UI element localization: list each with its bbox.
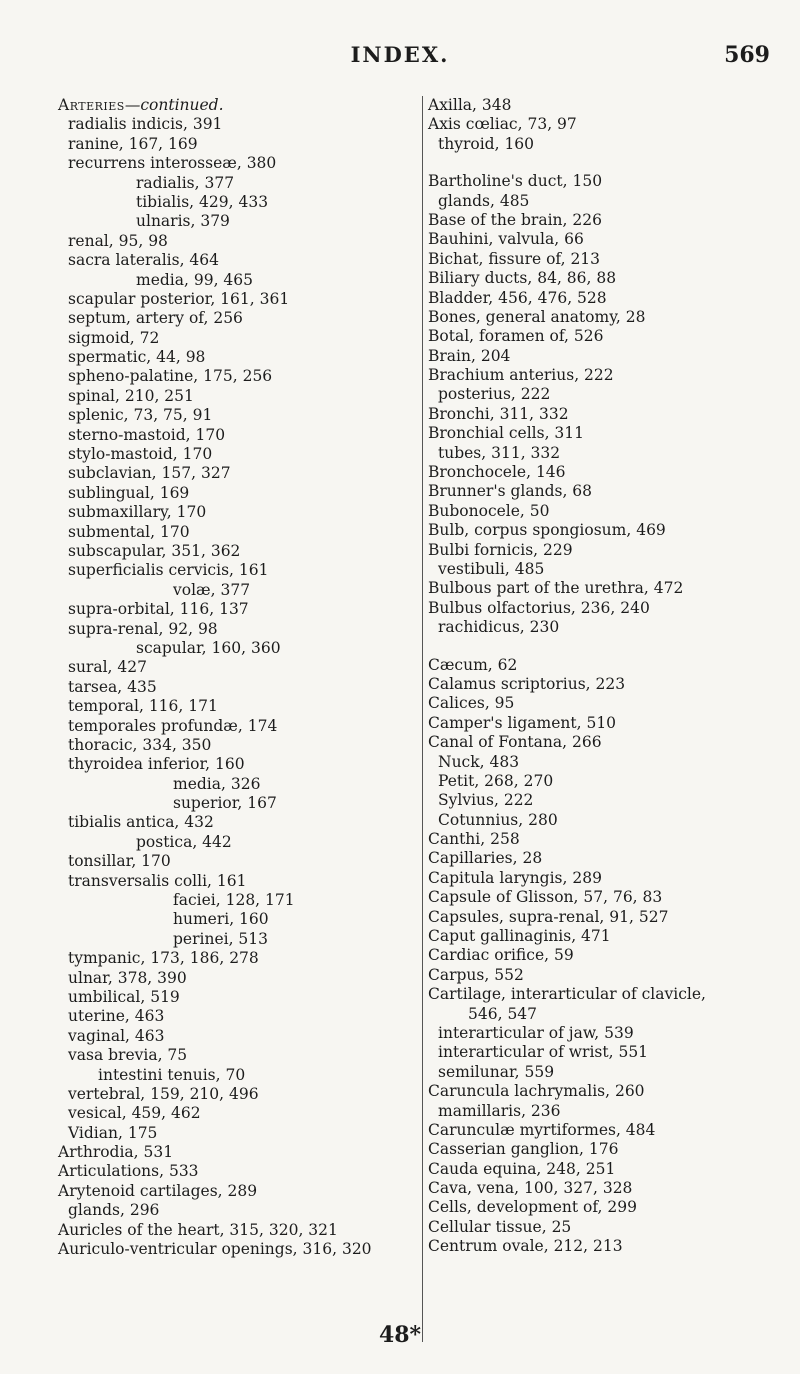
index-entry: vesical, 459, 462 — [68, 1104, 201, 1123]
signature-mark: 48* — [378, 1322, 422, 1348]
index-entry: spinal, 210, 251 — [68, 386, 194, 405]
page-header — [0, 42, 800, 72]
index-entry: Cardiac orifice, 59 — [428, 946, 574, 965]
index-entry: thoracic, 334, 350 — [68, 735, 212, 754]
index-entry: Brunner's glands, 68 — [428, 482, 593, 501]
index-entry: Bladder, 456, 476, 528 — [428, 288, 607, 307]
index-entry: volæ, 377 — [173, 580, 251, 599]
index-entry: stylo-mastoid, 170 — [68, 445, 213, 464]
page-number: 569 — [724, 42, 770, 68]
index-entry: Bulbi fornicis, 229 — [428, 540, 573, 559]
index-entry: ranine, 167, 169 — [68, 134, 198, 153]
index-entry: sigmoid, 72 — [68, 328, 160, 347]
index-entry: vaginal, 463 — [68, 1026, 165, 1045]
index-entry: Cotunnius, 280 — [438, 810, 558, 829]
column-divider — [422, 96, 423, 1342]
index-entry: radialis, 377 — [136, 173, 235, 192]
index-entry: Calamus scriptorius, 223 — [428, 674, 626, 693]
index-entry: Biliary ducts, 84, 86, 88 — [428, 269, 617, 288]
index-entry: subscapular, 351, 362 — [68, 541, 241, 560]
index-entry: intestini tenuis, 70 — [98, 1065, 246, 1084]
section-gap — [428, 154, 778, 172]
index-entry: faciei, 128, 171 — [173, 891, 295, 910]
index-entry: supra-renal, 92, 98 — [68, 619, 218, 638]
index-entry: tonsillar, 170 — [68, 852, 171, 871]
index-entry: spermatic, 44, 98 — [68, 348, 206, 367]
index-entry: sterno-mastoid, 170 — [68, 425, 226, 444]
index-entry: glands, 296 — [68, 1201, 160, 1220]
index-entry: ulnar, 378, 390 — [68, 968, 187, 987]
index-entry: Articulations, 533 — [58, 1162, 199, 1181]
index-entry: interarticular of wrist, 551 — [438, 1043, 649, 1062]
index-entry: renal, 95, 98 — [68, 231, 168, 250]
index-entry: Cells, development of, 299 — [428, 1198, 637, 1217]
index-entry: uterine, 463 — [68, 1007, 165, 1026]
index-column-right — [428, 96, 778, 1257]
index-entry: tibialis, 429, 433 — [136, 192, 269, 211]
index-entry: subclavian, 157, 327 — [68, 464, 231, 483]
index-entry: Carunculæ myrtiformes, 484 — [428, 1120, 656, 1139]
index-entry: sublingual, 169 — [68, 483, 190, 502]
index-entry: Bones, general anatomy, 28 — [428, 307, 646, 326]
index-entry: umbilical, 519 — [68, 987, 180, 1006]
index-entry: media, 326 — [173, 774, 261, 793]
index-entry: Casserian ganglion, 176 — [428, 1140, 619, 1159]
index-entry: tubes, 311, 332 — [438, 443, 561, 462]
index-entry: mamillaris, 236 — [438, 1101, 561, 1120]
index-entry: Centrum ovale, 212, 213 — [428, 1237, 623, 1256]
index-entry: scapular posterior, 161, 361 — [68, 289, 290, 308]
index-entry: Sylvius, 222 — [438, 791, 534, 810]
index-entry: submental, 170 — [68, 522, 190, 541]
index-entry: tibialis antica, 432 — [68, 813, 214, 832]
index-entry: thyroidea inferior, 160 — [68, 755, 245, 774]
index-entry: sural, 427 — [68, 658, 147, 677]
index-entry: perinei, 513 — [173, 929, 269, 948]
index-entry: vestibuli, 485 — [438, 559, 545, 578]
heading-continued: —continued. — [124, 96, 224, 114]
index-entry: Bulb, corpus spongiosum, 469 — [428, 521, 666, 540]
index-entry: spheno-palatine, 175, 256 — [68, 367, 273, 386]
index-entry: Cæcum, 62 — [428, 655, 518, 674]
index-entry: Capillaries, 28 — [428, 849, 543, 868]
index-entry: Bubonocele, 50 — [428, 501, 550, 520]
index-entry: Capsules, supra-renal, 91, 527 — [428, 907, 669, 926]
index-entry: 546, 547 — [468, 1004, 538, 1023]
index-entry: Bulbous part of the urethra, 472 — [428, 579, 684, 598]
index-entry: Axilla, 348 — [428, 96, 512, 114]
index-entry: Bulbus olfactorius, 236, 240 — [428, 598, 650, 617]
index-entry: Brachium anterius, 222 — [428, 366, 614, 385]
index-entry: Capsule of Glisson, 57, 76, 83 — [428, 888, 663, 907]
index-entry: submaxillary, 170 — [68, 503, 207, 522]
index-entry: thyroid, 160 — [438, 134, 535, 153]
index-entry: Carpus, 552 — [428, 965, 524, 984]
index-entry: Calices, 95 — [428, 694, 515, 713]
page-title: INDEX. — [350, 42, 450, 67]
index-entry: Bauhini, valvula, 66 — [428, 230, 584, 249]
index-entry: superficialis cervicis, 161 — [68, 561, 269, 580]
index-entry: semilunar, 559 — [438, 1062, 555, 1081]
index-entry: ulnaris, 379 — [136, 212, 230, 231]
index-entry: Bronchi, 311, 332 — [428, 404, 569, 423]
index-entry: Cava, vena, 100, 327, 328 — [428, 1179, 633, 1198]
index-entry: temporal, 116, 171 — [68, 697, 218, 716]
index-heading — [58, 96, 420, 115]
index-entry: humeri, 160 — [173, 910, 269, 929]
index-entry: Canal of Fontana, 266 — [428, 733, 602, 752]
index-entry: vasa brevia, 75 — [68, 1046, 188, 1065]
index-entry: radialis indicis, 391 — [68, 115, 223, 134]
index-entry: Camper's ligament, 510 — [428, 713, 617, 732]
index-entry: Base of the brain, 226 — [428, 210, 602, 229]
index-entry: Cauda equina, 248, 251 — [428, 1159, 616, 1178]
index-entry: Cellular tissue, 25 — [428, 1217, 572, 1236]
index-entry: Canthi, 258 — [428, 830, 520, 849]
index-entry: Auriculo-ventricular openings, 316, 320 — [58, 1240, 372, 1259]
index-entry: Botal, foramen of, 526 — [428, 327, 604, 346]
index-entry: transversalis colli, 161 — [68, 871, 247, 890]
index-entry: Caruncula lachrymalis, 260 — [428, 1082, 645, 1101]
index-entry: septum, artery of, 256 — [68, 309, 243, 328]
index-entry: Bichat, fissure of, 213 — [428, 249, 601, 268]
index-entry: rachidicus, 230 — [438, 618, 560, 637]
index-entry: temporales profundæ, 174 — [68, 716, 278, 735]
index-entry: glands, 485 — [438, 191, 530, 210]
index-entry: Bartholine's duct, 150 — [428, 172, 603, 191]
index-entry: Auricles of the heart, 315, 320, 321 — [58, 1220, 338, 1239]
index-entry: superior, 167 — [173, 794, 277, 813]
index-entry: supra-orbital, 116, 137 — [68, 600, 249, 619]
index-entry: Cartilage, interarticular of clavicle, — [428, 985, 706, 1004]
index-entry: Petit, 268, 270 — [438, 771, 554, 790]
index-entry: recurrens interosseæ, 380 — [68, 154, 277, 173]
heading-word: Arteries — [58, 96, 125, 114]
index-entry: Bronchial cells, 311 — [428, 424, 585, 443]
index-entry: scapular, 160, 360 — [136, 638, 281, 657]
index-entry: Arthrodia, 531 — [58, 1143, 174, 1162]
section-gap — [428, 638, 778, 656]
index-entry: Bronchocele, 146 — [428, 463, 566, 482]
index-column-left — [58, 96, 420, 1259]
index-entry: tarsea, 435 — [68, 677, 157, 696]
index-entry: Nuck, 483 — [438, 752, 520, 771]
index-entry: interarticular of jaw, 539 — [438, 1023, 634, 1042]
index-entry: posterius, 222 — [438, 385, 551, 404]
index-entry: splenic, 73, 75, 91 — [68, 406, 213, 425]
index-entry: media, 99, 465 — [136, 270, 254, 289]
index-entry: vertebral, 159, 210, 496 — [68, 1084, 259, 1103]
index-entry: Caput gallinaginis, 471 — [428, 927, 611, 946]
index-entry: Capitula laryngis, 289 — [428, 868, 602, 887]
index-entry: Brain, 204 — [428, 346, 511, 365]
index-entry: postica, 442 — [136, 832, 232, 851]
index-entry: tympanic, 173, 186, 278 — [68, 949, 259, 968]
index-entry: Vidian, 175 — [68, 1123, 158, 1142]
index-entry: Arytenoid cartilages, 289 — [58, 1181, 258, 1200]
index-entry: sacra lateralis, 464 — [68, 251, 220, 270]
index-entry: Axis cœliac, 73, 97 — [428, 115, 577, 134]
